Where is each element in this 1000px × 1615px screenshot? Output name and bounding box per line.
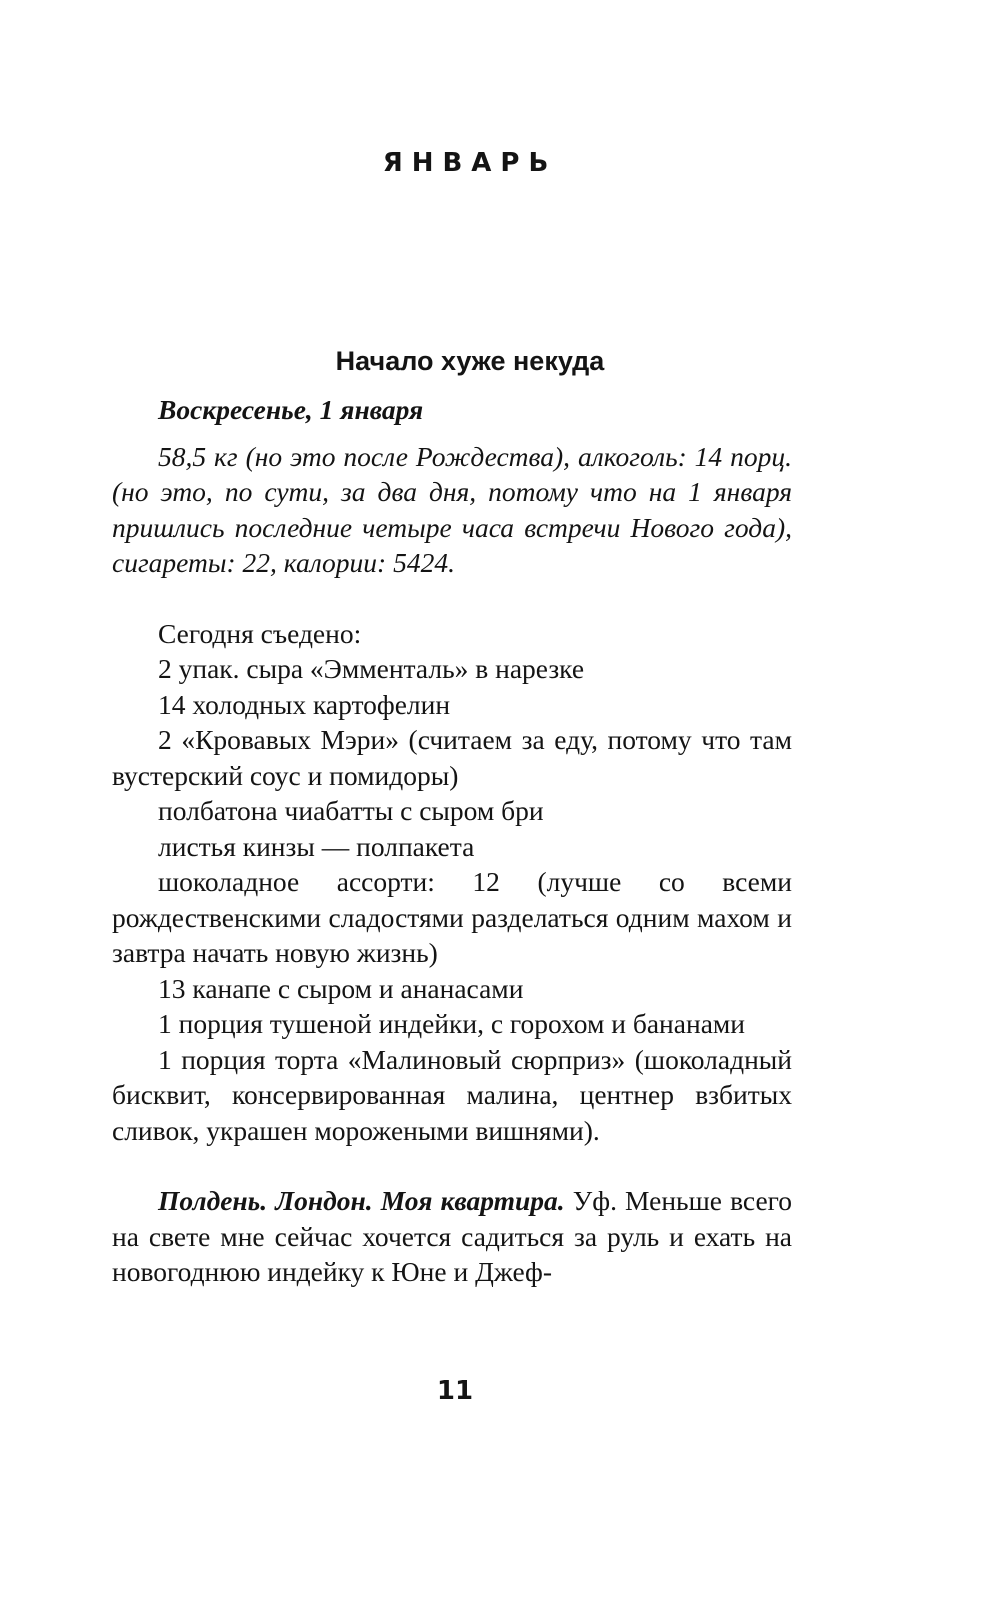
eaten-list — [112, 651, 792, 1183]
entry-date: Воскресенье, 1 января — [158, 394, 424, 425]
list-item: шоколадное ассорти: 12 (лучше со всеми рождественскими сладостями разделаться одним махом и завтра начать новую жизнь) — [112, 866, 792, 968]
list-item: 1 порция тушеной индейки, с горохом и бананами — [158, 1008, 746, 1039]
list-item: 13 канапе с сыром и ананасами — [158, 972, 524, 1004]
list-item: 2 «Кровавых Мэри» (считаем за еду, потому что там вустерский соус и помидоры) — [112, 724, 792, 791]
list-item: 2 упак. сыра «Эмменталь» в нарезке — [158, 653, 585, 684]
page-body — [112, 392, 792, 1290]
page-number: 11 — [436, 1376, 474, 1406]
entry-stats: 58,5 кг (но это после Рождества), алкоголь: 14 порц. (но это, по сути, за два дня, потому что на 1 января пришлись последние четыре часа встречи Нового года), сигареты: 22, калории: 5424. — [112, 440, 792, 578]
chapter-subtitle: Начало хуже некуда — [335, 346, 605, 376]
chapter-title: ЯНВАРЬ — [382, 148, 558, 178]
list-item: 14 холодных картофелин — [158, 688, 451, 720]
paragraph-text: Уф. Меньше всего на свете мне сейчас хочется садиться за руль и ехать на новогоднюю индейку к Юне и Джеф- — [112, 1185, 792, 1287]
eaten-heading: Сегодня съедено: — [158, 617, 362, 649]
paragraph-lead: Полдень. Лондон. Моя квартира. — [158, 1185, 565, 1216]
list-item: 1 порция торта «Малиновый сюрприз» (шоколадный бисквит, консервированная малина, центнер взбитых сливок, украшен морожеными вишнями). — [112, 1043, 792, 1146]
final-paragraph — [112, 1183, 792, 1290]
list-item: полбатона чиабатты с сыром бри — [158, 795, 544, 826]
list-item: листья кинзы — полпакета — [158, 830, 475, 862]
